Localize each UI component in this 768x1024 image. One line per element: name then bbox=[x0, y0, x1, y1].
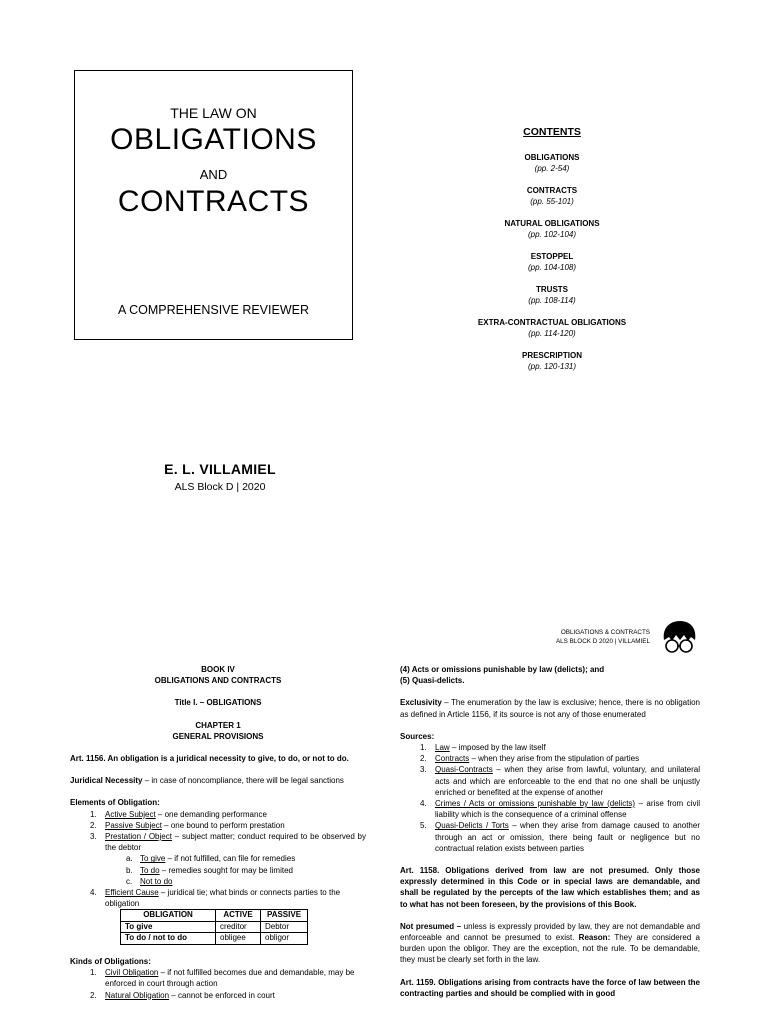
page-header bbox=[520, 628, 650, 646]
term: Civil Obligation bbox=[105, 968, 159, 978]
right-column bbox=[400, 664, 700, 999]
source-item-5: (5) Quasi-delicts. bbox=[400, 676, 465, 686]
table-header: PASSIVE bbox=[261, 910, 308, 922]
exclusivity-paragraph bbox=[400, 697, 700, 719]
definition: – imposed by the law itself bbox=[449, 743, 546, 753]
list-number: 2. bbox=[420, 754, 427, 764]
source-item-4: (4) Acts or omissions punishable by law (delicts); and bbox=[400, 665, 605, 674]
elements-heading: Elements of Obligation: bbox=[70, 798, 160, 808]
toc-item[interactable] bbox=[440, 152, 664, 174]
table-row bbox=[121, 921, 308, 933]
term: To give bbox=[140, 854, 166, 864]
list-number: 1. bbox=[420, 743, 427, 753]
toc-pages: (pp. 104-108) bbox=[527, 263, 577, 272]
term: Juridical Necessity bbox=[70, 776, 143, 786]
author-affiliation: ALS Block D | 2020 bbox=[174, 481, 266, 493]
term: Prestation / Object bbox=[105, 832, 172, 842]
toc-pages: (pp. 2-54) bbox=[534, 164, 570, 173]
chapter-title: GENERAL PROVISIONS bbox=[172, 731, 264, 741]
list-item bbox=[70, 820, 366, 831]
list-letter: c. bbox=[126, 876, 133, 886]
table-row bbox=[121, 933, 308, 945]
list-number: 2. bbox=[90, 990, 97, 1000]
term: Crimes / Acts or omissions punishable by law (delicts) bbox=[435, 799, 636, 809]
list-letter: b. bbox=[126, 865, 133, 875]
cover-subtitle: A COMPREHENSIVE REVIEWER bbox=[117, 303, 309, 317]
term: Passive Subject bbox=[105, 820, 162, 830]
toc-item[interactable] bbox=[440, 185, 664, 207]
kinds-heading: Kinds of Obligations: bbox=[70, 956, 151, 966]
definition: – if not fulfilled becomes due and demandable, may be enforced in court through action bbox=[105, 968, 355, 989]
list-item bbox=[400, 798, 700, 820]
table-cell: creditor bbox=[216, 921, 261, 933]
list-number: 4. bbox=[90, 888, 97, 898]
sub-list-item bbox=[70, 876, 366, 887]
list-item bbox=[400, 764, 700, 798]
definition: unless is expressly provided by law, they are not demandable and enforceable and cannot be presumed to exist. bbox=[400, 921, 700, 943]
term: Active Subject bbox=[105, 809, 156, 819]
definition: – cannot be enforced in court bbox=[169, 990, 275, 1000]
list-item bbox=[70, 887, 366, 909]
table-cell: To do / not to do bbox=[121, 933, 216, 945]
list-item bbox=[400, 753, 700, 764]
definition: – in case of noncompliance, there will be legal sanctions bbox=[142, 776, 344, 786]
definition: – subject matter; conduct required to be observed by the debtor bbox=[105, 832, 366, 853]
definition: – juridical tie; what binds or connects parties to the obligation bbox=[105, 888, 341, 909]
left-column bbox=[70, 664, 366, 1001]
definition: – one bound to perform prestation bbox=[161, 820, 285, 830]
definition: – remedies sought for may be limited bbox=[159, 865, 293, 875]
sub-list-item bbox=[70, 865, 366, 876]
toc-item[interactable] bbox=[440, 251, 664, 273]
book-title: OBLIGATIONS AND CONTRACTS bbox=[154, 676, 282, 686]
table-cell: obligee bbox=[216, 933, 261, 945]
table-header: OBLIGATION bbox=[121, 910, 216, 922]
term: Quasi-Delicts / Torts bbox=[435, 821, 509, 831]
definition: – The enumeration by the law is exclusive; hence, there is no obligation as defined in Article 1156, if its source is not any of those enumerated bbox=[400, 698, 700, 719]
list-number: 1. bbox=[90, 968, 97, 978]
term: Efficient Cause bbox=[105, 888, 159, 898]
list-number: 3. bbox=[90, 832, 97, 842]
juridical-necessity-def bbox=[70, 775, 366, 786]
toc-title: ESTOPPEL bbox=[530, 252, 574, 261]
table-header-row bbox=[121, 910, 308, 922]
term: Not to do bbox=[140, 876, 173, 886]
toc-item[interactable] bbox=[440, 350, 664, 372]
definition: – when they arise from the stipulation of parties bbox=[469, 754, 640, 764]
table-cell: To give bbox=[121, 921, 216, 933]
toc-pages: (pp. 108-114) bbox=[528, 296, 576, 305]
header-line-1: OBLIGATIONS & CONTRACTS bbox=[560, 629, 650, 636]
list-item bbox=[70, 967, 366, 989]
definition: – if not fulfilled, can file for remedies bbox=[165, 854, 296, 864]
term: Quasi-Contracts bbox=[435, 765, 493, 775]
article-1156: Art. 1156. An obligation is a juridical necessity to give, to do, or not to do. bbox=[70, 754, 349, 764]
author-name: E. L. VILLAMIEL bbox=[164, 461, 276, 477]
toc-pages: (pp. 102-104) bbox=[527, 230, 577, 239]
list-item bbox=[400, 820, 700, 854]
contents-heading: CONTENTS bbox=[523, 126, 581, 138]
toc-item[interactable] bbox=[440, 284, 664, 306]
list-number: 4. bbox=[420, 799, 427, 809]
toc-title: OBLIGATIONS bbox=[524, 153, 580, 162]
list-number: 3. bbox=[420, 765, 427, 775]
title-heading: Title I. – OBLIGATIONS bbox=[174, 698, 262, 708]
term: Not presumed – bbox=[400, 921, 462, 931]
term: Law bbox=[435, 743, 450, 753]
definition: – when they arise from lawful, voluntary, and unilateral acts and which are enforceable to the end that no one shall be unjustly enriched or benefited at the expense of another bbox=[435, 765, 700, 797]
cover-pre-title: THE LAW ON bbox=[170, 105, 257, 121]
list-number: 5. bbox=[420, 821, 427, 831]
book-number: BOOK IV bbox=[201, 665, 235, 674]
list-item bbox=[70, 809, 366, 820]
definition: – arise from civil liability which is the consequence of a criminal offense bbox=[435, 799, 701, 820]
toc-pages: (pp. 55-101) bbox=[530, 197, 574, 206]
toc-item[interactable] bbox=[440, 317, 664, 339]
glasses-face-icon bbox=[660, 620, 698, 656]
toc-title: PRESCRIPTION bbox=[521, 351, 582, 360]
toc-pages: (pp. 120-131) bbox=[527, 362, 577, 371]
not-presumed-paragraph bbox=[400, 921, 700, 966]
cover-title-box bbox=[74, 70, 353, 340]
obligation-parties-table bbox=[120, 909, 308, 945]
author-block bbox=[120, 461, 320, 493]
term: To do bbox=[140, 865, 160, 875]
table-header: ACTIVE bbox=[216, 910, 261, 922]
sub-list-item bbox=[70, 853, 366, 864]
toc-title: CONTRACTS bbox=[526, 186, 578, 195]
term: Natural Obligation bbox=[105, 990, 170, 1000]
list-number: 2. bbox=[90, 820, 97, 830]
toc-title: TRUSTS bbox=[536, 285, 568, 294]
table-of-contents bbox=[440, 126, 664, 383]
term: Contracts bbox=[435, 754, 470, 764]
definition: – one demanding performance bbox=[155, 809, 267, 819]
definition: – when they arise from damage caused to another through an act or omission, there being fault or negligence but no contractual relation exists between parties bbox=[435, 821, 700, 853]
cover-title-contracts: CONTRACTS bbox=[117, 185, 310, 218]
article-1158: Art. 1158. Obligations derived from law are not presumed. Only those expressly determined in this Code or in special laws are demandable, and shall be regulated by the percepts of the law which establishes them; and as to what has not been foreseen, by the provisions of this Book. bbox=[400, 866, 700, 909]
table-cell: Debtor bbox=[261, 921, 308, 933]
table-cell: obligor bbox=[261, 933, 308, 945]
list-letter: a. bbox=[126, 854, 133, 864]
toc-pages: (pp. 114-120) bbox=[528, 329, 576, 338]
cover-and: AND bbox=[199, 167, 228, 182]
article-1159: Art. 1159. Obligations arising from contracts have the force of law between the contracting parties and should be complied with in good bbox=[400, 977, 700, 998]
sources-heading: Sources: bbox=[400, 731, 435, 741]
reason-label: Reason: bbox=[578, 933, 611, 943]
chapter-number: CHAPTER 1 bbox=[195, 720, 241, 730]
term: Exclusivity bbox=[400, 698, 442, 708]
header-line-2: ALS BLOCK D 2020 | VILLAMIEL bbox=[555, 638, 650, 645]
list-item bbox=[70, 990, 366, 1001]
list-item bbox=[70, 831, 366, 853]
list-number: 1. bbox=[90, 809, 97, 819]
list-item bbox=[400, 742, 700, 753]
toc-title: NATURAL OBLIGATIONS bbox=[504, 219, 600, 228]
definition: They are considered a burden upon the obligor. They are the exception, not the rule. To be demandable, they must be clearly set forth in the law. bbox=[400, 933, 700, 965]
toc-title: EXTRA-CONTRACTUAL OBLIGATIONS bbox=[477, 318, 627, 327]
cover-title-obligations: OBLIGATIONS bbox=[110, 123, 317, 156]
toc-item[interactable] bbox=[440, 218, 664, 240]
